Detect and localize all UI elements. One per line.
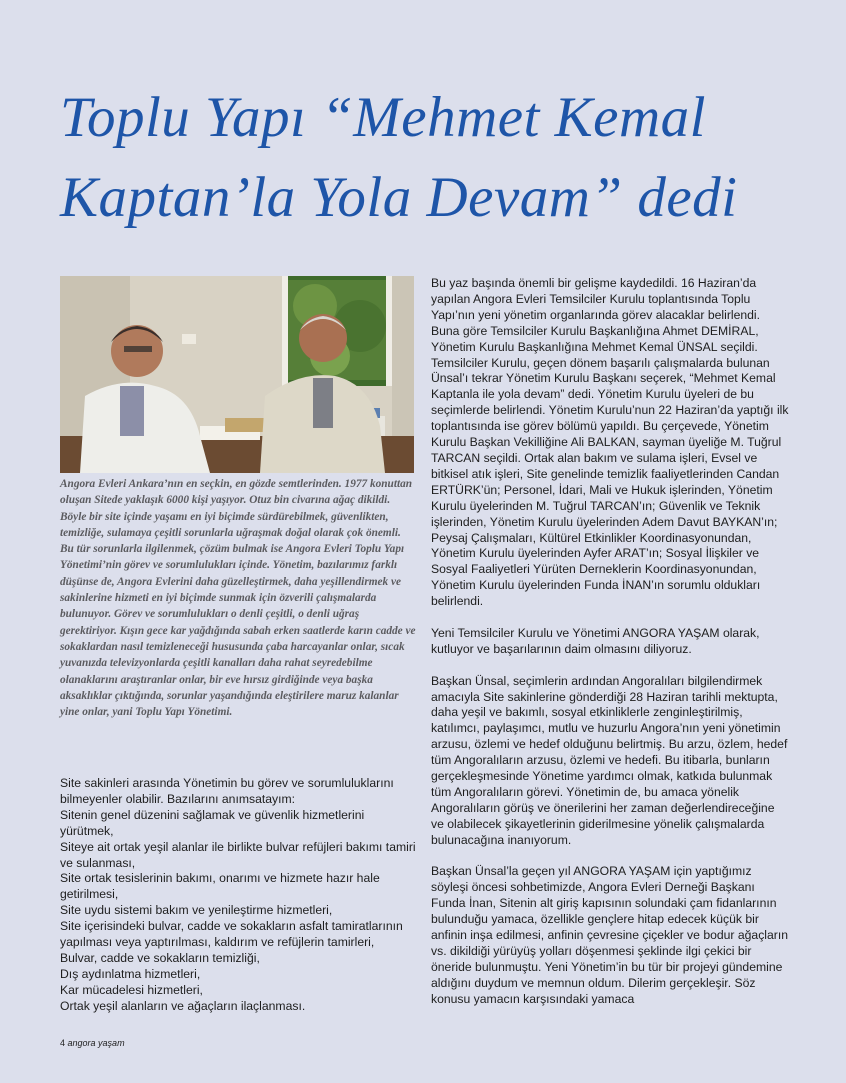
- list-item: Sitenin genel düzenini sağlamak ve güvenlik hizmetlerini yürütmek,: [60, 807, 365, 838]
- left-paragraph: Site sakinleri arasında Yönetimin bu görev ve sorumluluklarını bilmeyenler olabilir. Bazılarını anımsatayım:: [60, 776, 394, 806]
- headline-line-1: Toplu Yapı “Mehmet Kemal: [60, 86, 706, 149]
- list-item: Kar mücadelesi hizmetleri,: [60, 982, 203, 997]
- list-item: Bulvar, cadde ve sokakların temizliği,: [60, 950, 260, 965]
- list-item: Site ortak tesislerinin bakımı, onarımı ve hizmete hazır hale getirilmesi,: [60, 871, 380, 902]
- photo-caption: Angora Evleri Ankara’nın en seçkin, en gözde semtlerinden. 1977 konuttan oluşan Sitede yaklaşık 6000 kişi yaşıyor. Otuz bin civarına ağaç dikildi. Böyle bir site içinde yaşamı en iyi biçimde sürdürebilmek, güvenlikten, temizliğe, sulamaya çeşitli sorunlarla uğraşmak doğal olarak çok önemli. Bu tür sorunlarla ilgilenmek, çözüm bulmak ise Angora Evleri Toplu Yapı Yönetimi’nin görev ve sorumlulukları içinde. Yönetim, bazılarımız farklı düşünse de, Angora Evlerini daha güzelleştirmek, daha yeşillendirmek ve sakinlerine hizmeti en iyi biçimde sunmak için özverili çalışmalarda bulunuyor. Görev ve sorumlulukları o denli çeşitli, o denli uğraş gerektiriyor. Kışın gece kar yağdığında sabah erken saatlerde karın cadde ve sokaklardan nasıl temizleneceği hususunda çaba harcayanlar onlar, sıcak yuvanızda televizyonlarda çeşitli kanalları daha rahat seyredebilme olanaklarını araştıranlar onlar, bir eve hırsız girdiğinde veya başka aksaklıklar çıktığında, sorunlar yaşandığında eleştirilere maruz kalanlar yine onlar, yani Toplu Yapı Yönetimi.: [60, 478, 416, 719]
- right-paragraph: Başkan Ünsal, seçimlerin ardından Angoralıları bilgilendirmek amacıyla Site sakinlerine gönderdiği 28 Haziran tarihli mektupta, daha yeşil ve bakımlı, sosyal etkinliklerle zenginleştirilmiş, katılımcı, paylaşımcı, mutlu ve huzurlu Angora’nın yeni yönetimin arzusu, özlemi ve hedef olduğunu belirtmiş. Bu arzu, özlem, hedef tüm Angoralıların arzusu, özlemi ve hedefi. Bu itibarla, bunların gerçekleşmesinde Yönetime yardımcı olmak, katkıda bulunmak tüm Angoralıların görevi. Yönetimin de, bu amaca yönelik Angoralıların görüş ve önerilerini her zaman değerlendireceğine ve olabilecek şikayetlerinin giderilmesine yönelik çalışmalarda bulunacağına inanıyorum.: [431, 673, 788, 847]
- page-number: 4: [60, 1038, 66, 1048]
- photo-illustration: [60, 276, 414, 473]
- article-headline: [60, 78, 820, 238]
- article-photo: [60, 276, 414, 473]
- list-item: Site uydu sistemi bakım ve yenileştirme hizmetleri,: [60, 903, 333, 918]
- list-item: Ortak yeşil alanların ve ağaçların ilaçlanması.: [60, 998, 306, 1013]
- right-paragraph: Başkan Ünsal’la geçen yıl ANGORA YAŞAM için yaptığımız söyleşi öncesi sohbetimizde, Angora Evleri Derneği Başkanı Funda İnan, Sitenin alt giriş kapısının solundaki çam fidanlarının bulunduğu yamaca, özellikle gençlere hitap edecek küçük bir anfinin inşa edilmesi, anfinin çevresine çiçekler ve bodur ağaçların vs. dikildiği yürüyüş yolları döşenmesi şeklinde ilgi çekici bir öneride bulunmuştu. Yeni Yönetim’in bu tür bir projeyi gündemine aldığını duydum ve memnun oldum. Dilerim gerçekleşir. Söz konusu yamacın karşısındaki yamaca: [431, 864, 789, 1006]
- right-paragraph: Yeni Temsilciler Kurulu ve Yönetimi ANGORA YAŞAM olarak, kutluyor ve başarılarının daim olmasını diliyoruz.: [431, 625, 760, 656]
- right-column-text: [431, 276, 789, 1024]
- list-item: Site içerisindeki bulvar, cadde ve sokakların asfalt tamiratlarının yapılması veya yaptırılması, kaldırım ve refüjlerin tamirleri,: [60, 919, 403, 950]
- headline-line-2: Kaptan’la Yola Devam” dedi: [60, 166, 738, 229]
- left-column-text: [60, 776, 420, 1015]
- list-item: Dış aydınlatma hizmetleri,: [60, 966, 201, 981]
- magazine-name: angora yaşam: [67, 1038, 125, 1048]
- list-item: Siteye ait ortak yeşil alanlar ile birlikte bulvar refüjleri bakımı tamiri ve sulanması,: [60, 839, 416, 870]
- right-paragraph: Bu yaz başında önemli bir gelişme kaydedildi. 16 Haziran’da yapılan Angora Evleri Temsilciler Kurulu toplantısında Toplu Yapı’nın yeni yönetim organlarında görev alacaklar belirlendi. Buna göre Temsilciler Kurulu Başkanlığına Ahmet DEMİRAL, Yönetim Kurulu Başkanlığına Mehmet Kemal ÜNSAL seçildi. Temsilciler Kurulu, geçen dönem başarılı çalışmalarda bulunan Ünsal’ı tekrar Yönetim Kurulu Başkanı seçerek, “Mehmet Kemal Kaptanla ile yola devam” dedi. Yönetim Kurulu üyeleri de bu seçimlerde belirlendi. Yönetim Kurulu’nun 22 Haziran’da yaptığı ilk toplantısında ise görev bölümü yapıldı. Bu çerçevede, Yönetim Kurulu Başkan Vekilliğine Ali BALKAN, sayman üyeliğe M. Tuğrul TARCAN seçildi. Ortak alan bakım ve sulama işleri, Evsel ve bitkisel atık işleri, Site genelinde temizlik faaliyetlerinden Candan ERTÜRK’ün; Personel, İdari, Mali ve Hukuk işlerinden, Yönetim Kurulu üyelerinden M. Tuğrul TARCAN’ın; Güvenlik ve Teknik işlerinden, Yönetim Kurulu üyelerinden Adem Davut BAYKAN’ın; Peysaj Çalışmaları, Kültürel Etkinlikler Koordinasyonundan, Yönetim Kurulu üyelerinden Ayfer ARAT’ın; Sosyal İlişkiler ve Sosyal Faaliyetleri Yürüten Derneklerin Koordinasyonundan, Yönetim Kurulu üyelerinden Funda İNAN’ın sorumlu oldukları belirlendi.: [431, 276, 789, 609]
- page-footer: [60, 1038, 125, 1048]
